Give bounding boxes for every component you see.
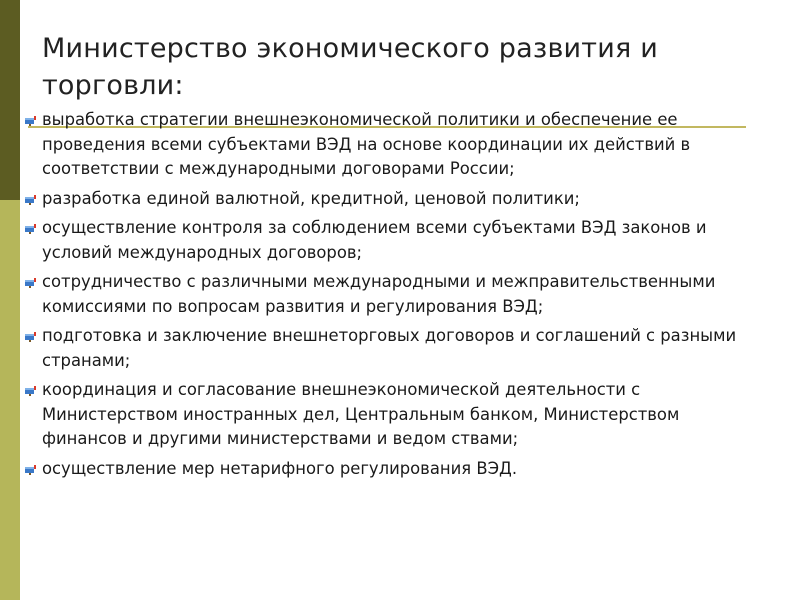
list-item-text: подготовка и заключение внешнеторговых договоров и соглашений с разными странами;	[42, 326, 737, 370]
list-item	[24, 270, 764, 319]
list-item	[24, 324, 764, 373]
side-stripe-dark	[0, 0, 20, 200]
list-item-text: осуществление мер нетарифного регулирования ВЭД.	[42, 458, 518, 478]
mailbox-icon	[24, 277, 37, 288]
mailbox-icon	[24, 331, 37, 342]
mailbox-icon	[24, 194, 37, 205]
mailbox-icon	[24, 223, 37, 234]
mailbox-icon	[24, 385, 37, 396]
mailbox-icon	[24, 464, 37, 475]
list-item-text: сотрудничество с различными международными и межправительственными комиссиями по вопросам развития и регулирования ВЭД;	[42, 272, 716, 316]
list-item	[24, 108, 764, 182]
bullet-list	[24, 108, 764, 486]
list-item-text: координация и согласование внешнеэкономической деятельности с Министерством иностранных дел, Центральным банком, Министерством финансов и другими министерствами и ведом ствами;	[42, 380, 680, 448]
list-item	[24, 457, 764, 482]
list-item	[24, 216, 764, 265]
list-item-text: выработка стратегии внешнеэкономической политики и обеспечение ее проведения всеми субъектами ВЭД на основе координации их действий в соответствии с международными договорами России;	[42, 110, 691, 178]
slide-title: Министерство экономического развития и торговли:	[42, 33, 658, 101]
list-item	[24, 187, 764, 212]
side-stripe-light	[0, 200, 20, 600]
list-item-text: разработка единой валютной, кредитной, ценовой политики;	[42, 188, 580, 208]
list-item-text: осуществление контроля за соблюдением всеми субъектами ВЭД законов и условий международных договоров;	[42, 218, 707, 262]
list-item	[24, 378, 764, 452]
mailbox-icon	[24, 115, 37, 126]
